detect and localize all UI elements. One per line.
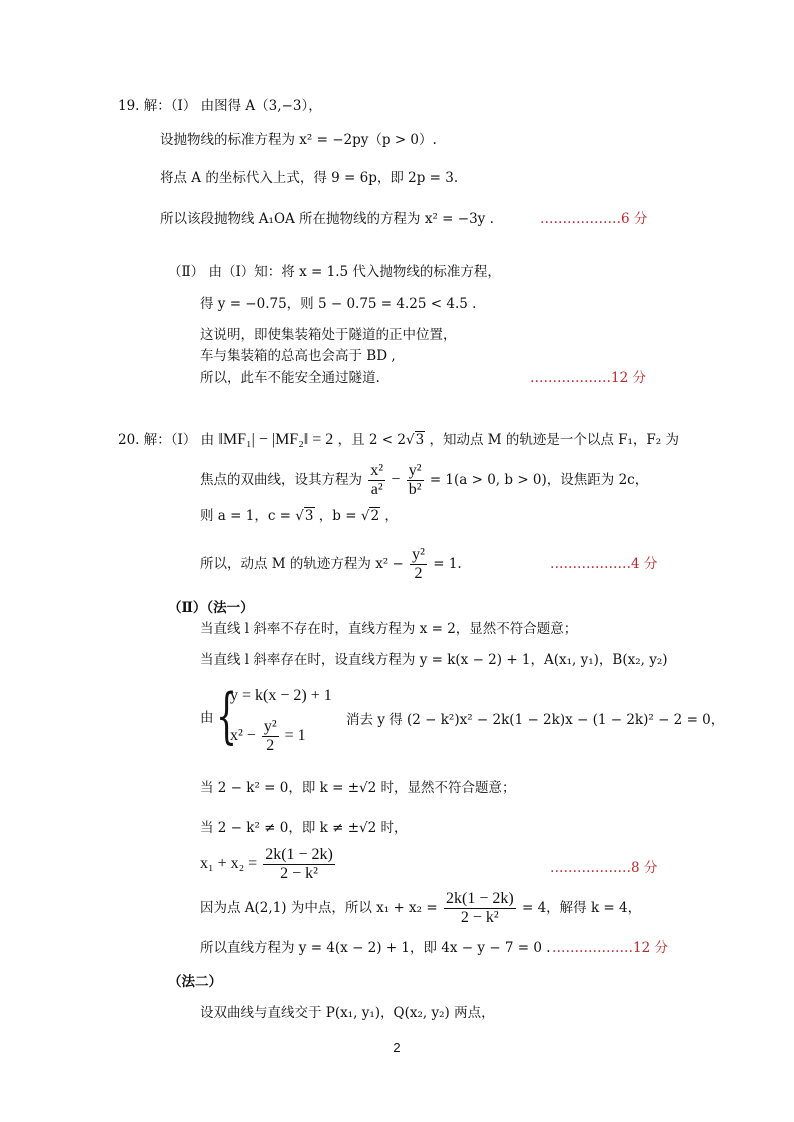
q20-abs-condition: ‖MF₁| − |MF₂‖ = 2 [218,431,334,448]
fraction-sum-roots: $\frac{2k(1 - 2k)}{\text{2 − k²}}$ [265,845,333,882]
q20-m1-line-2: 当直线 l 斜率存在时，设直线方程为 y = k(x − 2) + 1，A(x₁, y₁)，B(x₂, y₂) [200,652,668,668]
q20-line-3 [200,544,462,584]
q19-score-6: ………………6 分 [540,211,648,227]
case-1-line: 当 2 − k² = 0，即 k = ±√2 时，显然不符合题意； [200,780,516,796]
minus-sign: − [391,471,401,488]
system-eq-1: y = k(x − 2) + 1 [230,687,332,704]
q20-line-2 [200,506,398,526]
fraction-y2-b2: $\frac{\text{y²}}{\text{b²}}$ [408,462,422,498]
q20-line-1 [200,460,648,500]
q20-heading-cond: ，且 2 < 2 [337,432,406,448]
midpoint-text: 因为点 A(2,1) 为中点，所以 x₁ + x₂ = [200,900,438,916]
q20-line-1-tail: = 1(a > 0, b > 0)，设焦距为 2c， [429,472,649,488]
system-eq-2 [230,716,306,756]
method-1-label: （法一） [206,600,254,616]
eliminate-y-line: 消去 y 得 (2 − k²)x² − 2k(1 − 2k)x − (1 − 2k)² − 2 = 0， [346,712,725,728]
q20-line-3-b: = 1. [433,556,462,572]
midpoint-result: = 4，解得 k = 4， [521,900,642,916]
q20-score-12: ………………12 分 [552,940,668,956]
fraction-x2-a2: $\frac{\text{x²}}{\text{a²}}$ [370,462,384,498]
q20-heading-suffix: ，知动点 M 的轨迹是一个以点 F₁，F₂ 为 [429,432,679,448]
sum-roots-line [200,844,337,884]
q19-part2-heading: （Ⅱ） 由（Ⅰ）知：将 x = 1.5 代入抛物线的标准方程， [168,264,501,280]
final-line-equation: 所以直线方程为 y = 4(x − 2) + 1，即 4x − y − 7 = 0 . [200,940,551,956]
method-2-label: （法二） [168,974,222,990]
system-prefix: 由 [200,710,214,726]
q20-heading [118,430,679,450]
sum-roots-lhs: x₁ + x₂ = [200,855,258,872]
left-brace: { [216,681,238,751]
q20-score-8: ………………8 分 [550,860,658,876]
q19-part2-line-1: 得 y = −0.75，则 5 − 0.75 = 4.25 < 4.5 . [200,296,477,312]
q19-part2-line-3: 车与集装箱的总高也会高于 BD , [200,348,396,364]
q19-line-1: 设抛物线的标准方程为 x² = −2py（p > 0）. [160,132,437,148]
q20-line-1-text: 焦点的双曲线，设其方程为 [200,472,362,488]
fraction-y2-2: $\frac{\text{y²}}{2}$ [412,546,425,582]
q20-part2-heading [168,598,254,618]
q20-part2-label: （Ⅱ） [168,600,207,616]
page-number: 2 [393,1040,401,1055]
q19-heading: 19. 解：（Ⅰ） 由图得 A（3,−3）， [118,98,322,114]
sqrt-2-b: √2 [360,508,380,524]
q19-part2-line-2: 这说明，即使集装箱处于隧道的正中位置， [200,327,457,343]
q20-line-2-c: ， [384,508,398,524]
q20-score-4: ………………4 分 [550,556,658,572]
fraction-y2-2-sys: $\frac{\text{y²}}{2}$ [263,717,277,754]
sqrt-3: √3 [405,432,425,448]
q20-m1-line-1: 当直线 l 斜率不存在时，直线方程为 x = 2，显然不符合题意； [200,621,578,637]
case-2-line: 当 2 − k² ≠ 0，即 k ≠ ±√2 时， [200,820,408,836]
q20-line-2-a: 则 a = 1，c = [200,508,291,524]
midpoint-line [200,888,641,928]
q20-m2-line-1: 设双曲线与直线交于 P(x₁, y₁)，Q(x₂, y₂) 两点， [200,1005,495,1021]
q20-line-2-b: ，b = [318,508,357,524]
fraction-midpoint: $\frac{2k(1 - 2k)}{\text{2 − k²}}$ [445,890,514,926]
system-eq-2-a: x² − [230,727,256,744]
q19-line-3: 所以该段抛物线 A₁OA 所在抛物线的方程为 x² = −3y . [160,211,494,227]
q19-score-12: ………………12 分 [530,370,646,386]
q19-part2-line-4: 所以，此车不能安全通过隧道. [200,370,380,386]
q20-line-3-a: 所以，动点 M 的轨迹方程为 x² − [200,556,404,572]
q19-line-2: 将点 A 的坐标代入上式，得 9 = 6p，即 2p = 3. [160,170,459,186]
q20-heading-prefix: 20. 解：（Ⅰ） 由 [118,432,215,448]
system-eq-2-b: = 1 [284,727,306,744]
sqrt-3-c: √3 [295,508,314,524]
